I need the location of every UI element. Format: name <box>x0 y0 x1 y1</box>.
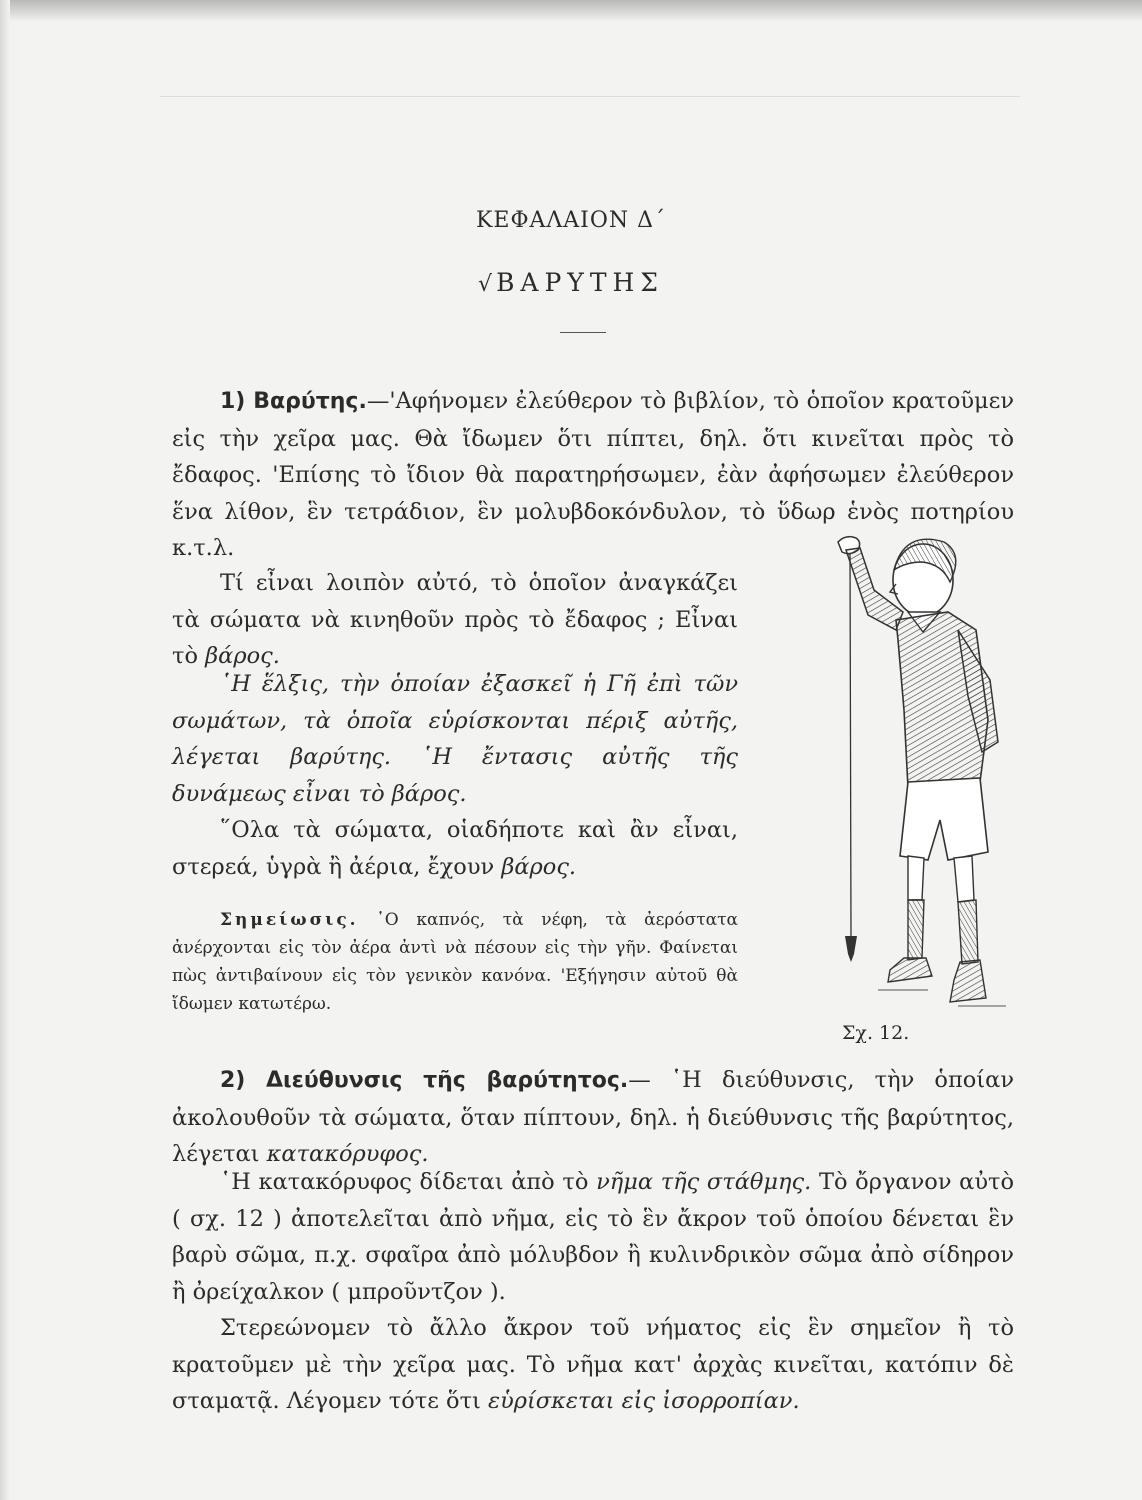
section1-p2: Τί εἶναι λοιπὸν αὐτό, τὸ ὁποῖον ἀναγκάζει τὰ σώματα νὰ κινηθοῦν πρὸς τὸ ἔδαφος ; Εἶναι τὸ <box>172 570 738 669</box>
chapter-label: ΚΕΦΑΛΑΙΟΝ Δ΄ <box>475 208 667 233</box>
section2-p2-block <box>172 1164 1014 1310</box>
section1-heading: 1) Βαρύτης. <box>220 389 367 414</box>
chapter-title-text: ΒΑΡΥΤΗΣ <box>496 268 664 297</box>
section2-p1-italic: κατακόρυφος. <box>266 1141 429 1167</box>
section2-heading: 2) Διεύθυνσις τῆς βαρύτητος. <box>220 1068 629 1093</box>
plumb-line-figure <box>808 520 1008 1019</box>
note-label: Σημείωσις. <box>220 910 359 930</box>
section2-p1-block <box>172 1062 1014 1173</box>
section2-p2b: Τὸ ὄργανον αὐτὸ ( σχ. 12 ) ἀποτελεῖται ἀπὸ νῆμα, εἰς τὸ ἓν ἄκρον τοῦ ὁποίου δένεται ἓν βαρὺ σῶμα, π.χ. σφαῖρα ἀπὸ μόλυβδον ἢ κυλινδρικὸν σῶμα ἀπὸ σίδηρον ἢ ὀρείχαλκον ( μπροῦντζον ). <box>172 1169 1015 1305</box>
section2-p2a: ῾Η κατακόρυφος δίδεται ἀπὸ τὸ <box>220 1169 589 1195</box>
section1-p2-italic: βάρος. <box>205 643 280 669</box>
section2-p3: Στερεώνομεν τὸ ἄλλο ἄκρον τοῦ νήματος εἰς ἓν σημεῖον ἢ τὸ κρατοῦμεν μὲ τὴν χεῖρα μας. Τὸ νῆμα κατ' ἀρχὰς κινεῖται, κατόπιν δὲ σταματᾷ. Λέγομεν τότε ὅτι <box>172 1315 1014 1414</box>
chapter-underline <box>560 332 606 333</box>
page-top-shadow <box>0 0 1142 22</box>
section1-p1: —'Αφήνομεν ἐλεύθερον τὸ βιβλίον, τὸ ὁποῖον κρατοῦμεν εἰς τὴν χεῖρα μας. Θὰ ἴδωμεν ὅτι πίπτει, δηλ. ὅτι κινεῖται πρὸς τὸ ἔδαφος. 'Επίσης τὸ ἴδιον θὰ παρατηρήσωμεν, ἐὰν ἀφήσωμεν ἐλεύθερον ἕνα λίθον, ἓν τετράδιον, ἓν μολυβδοκόνδυλον, τὸ ὕδωρ ἑνὸς ποτηρίου κ.τ.λ. <box>172 388 1014 561</box>
section2-p3-block <box>172 1310 1014 1420</box>
section2-p3-italic: εὑρίσκεται εἰς ἰσορροπίαν. <box>488 1388 800 1414</box>
section1-p4-block <box>172 812 738 885</box>
boy-holding-plumb-line-icon <box>808 520 1008 1015</box>
check-mark-icon: √ <box>478 272 493 297</box>
section1-p4-italic: βάρος. <box>501 853 577 880</box>
chapter-title <box>0 268 1142 297</box>
section1-p4: ῞Ολα τὰ σώματα, οἱαδήποτε καὶ ἂν εἶναι, στερεά, ὑγρὰ ἢ ἀέρια, ἔχουν <box>172 817 738 880</box>
note-text: ῾Ο καπνός, τὰ νέφη, τὰ ἀερόστατα ἀνέρχονται εἰς τὸν ἀέρα ἀντὶ νὰ πέσουν εἰς τὴν γῆν. Φαίνεται πὼς ἀντιβαίνουν εἰς τὸν γενικὸν κανόνα. 'Εξήγησιν αὐτοῦ θὰ ἴδωμεν κατωτέρω. <box>172 910 738 1014</box>
figure-caption: Σχ. 12. <box>842 1022 910 1044</box>
section2-p2-italic: νῆμα τῆς στάθμης. <box>596 1169 812 1195</box>
section1-p2-block <box>172 565 738 675</box>
note-block <box>172 906 738 1018</box>
section2-p1: — ῾Η διεύθυνσις, τὴν ὁποίαν ἀκολουθοῦν τὰ σώματα, ὅταν πίπτουν, δηλ. ἡ διεύθυνσις τῆς βαρύτητος, λέγεται <box>172 1067 1014 1167</box>
section1-p3: ῾Η ἕλξις, τὴν ὁποίαν ἐξασκεῖ ἡ Γῆ ἐπὶ τῶν σωμάτων, τὰ ὁποῖα εὑρίσκονται πέριξ αὐτῆς, λέγεται βαρύτης. ῾Η ἔντασις αὐτῆς τῆς δυνάμεως εἶναι τὸ βάρος. <box>172 671 738 807</box>
show-through-rule <box>160 96 1020 97</box>
